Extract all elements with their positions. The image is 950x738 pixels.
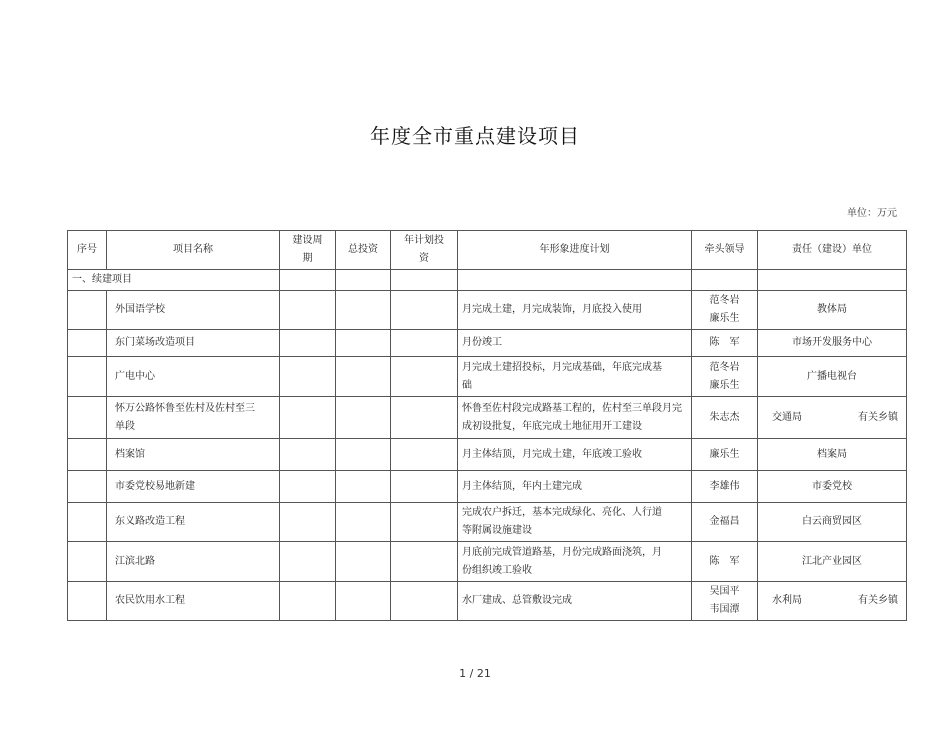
page-number: 1 / 21 xyxy=(459,667,491,680)
table-row xyxy=(68,330,907,357)
project-name: 外国语学校 xyxy=(107,291,280,330)
header-owner: 责任（建设）单位 xyxy=(758,231,907,270)
table-row xyxy=(68,397,907,439)
responsible-unit: 交通局 有关乡镇 xyxy=(758,397,907,439)
table-row xyxy=(68,582,907,621)
progress-plan: 月主体结顶，月完成土建，年底竣工验收 xyxy=(458,439,692,471)
unit-label: 单位：万元 xyxy=(847,208,897,219)
project-name: 广电中心 xyxy=(107,357,280,397)
page-title: 年度全市重点建设项目 xyxy=(370,124,580,148)
lead-official: 金福昌 xyxy=(692,503,758,542)
responsible-unit: 市委党校 xyxy=(758,471,907,503)
project-name: 怀万公路怀鲁至佐村及佐村至三 单段 xyxy=(107,397,280,439)
section-label: 一、续建项目 xyxy=(68,270,280,291)
header-seq: 序号 xyxy=(68,231,107,270)
lead-official: 范冬岩 廉乐生 xyxy=(692,291,758,330)
table-row xyxy=(68,542,907,582)
header-period: 建设周 期 xyxy=(280,231,336,270)
progress-plan: 水厂建成、总管敷设完成 xyxy=(458,582,692,621)
lead-official: 范冬岩 廉乐生 xyxy=(692,357,758,397)
header-total: 总投资 xyxy=(336,231,391,270)
header-leader: 牵头领导 xyxy=(692,231,758,270)
progress-plan: 月主体结顶，年内土建完成 xyxy=(458,471,692,503)
project-name: 市委党校易地新建 xyxy=(107,471,280,503)
header-progress: 年形象进度计划 xyxy=(458,231,692,270)
lead-official: 吴国平 韦国潭 xyxy=(692,582,758,621)
header-name: 项目名称 xyxy=(107,231,280,270)
progress-plan: 月份竣工 xyxy=(458,330,692,357)
progress-plan: 月完成土建招投标，月完成基础，年底完成基 础 xyxy=(458,357,692,397)
responsible-unit: 市场开发服务中心 xyxy=(758,330,907,357)
progress-plan: 月完成土建，月完成装饰，月底投入使用 xyxy=(458,291,692,330)
responsible-unit: 广播电视台 xyxy=(758,357,907,397)
header-annual: 年计划投 资 xyxy=(391,231,458,270)
table-row xyxy=(68,503,907,542)
section-row xyxy=(68,270,907,291)
project-name: 东门菜场改造项目 xyxy=(107,330,280,357)
responsible-unit: 教体局 xyxy=(758,291,907,330)
lead-official: 陈 军 xyxy=(692,330,758,357)
lead-official: 朱志杰 xyxy=(692,397,758,439)
responsible-unit: 水利局 有关乡镇 xyxy=(758,582,907,621)
project-name: 江滨北路 xyxy=(107,542,280,582)
project-name: 档案馆 xyxy=(107,439,280,471)
project-name: 农民饮用水工程 xyxy=(107,582,280,621)
projects-table xyxy=(67,230,907,621)
progress-plan: 完成农户拆迁，基本完成绿化、亮化、人行道 等附属设施建设 xyxy=(458,503,692,542)
lead-official: 陈 军 xyxy=(692,542,758,582)
header-row xyxy=(68,231,907,270)
responsible-unit: 白云商贸园区 xyxy=(758,503,907,542)
responsible-unit: 档案局 xyxy=(758,439,907,471)
table-row xyxy=(68,291,907,330)
lead-official: 廉乐生 xyxy=(692,439,758,471)
responsible-unit: 江北产业园区 xyxy=(758,542,907,582)
table-row xyxy=(68,357,907,397)
table-row xyxy=(68,471,907,503)
progress-plan: 月底前完成管道路基，月份完成路面浇筑，月 份组织竣工验收 xyxy=(458,542,692,582)
progress-plan: 怀鲁至佐村段完成路基工程的，佐村至三单段月完 成初设批复，年底完成土地征用开工建设 xyxy=(458,397,692,439)
lead-official: 李雄伟 xyxy=(692,471,758,503)
project-name: 东义路改造工程 xyxy=(107,503,280,542)
table-row xyxy=(68,439,907,471)
